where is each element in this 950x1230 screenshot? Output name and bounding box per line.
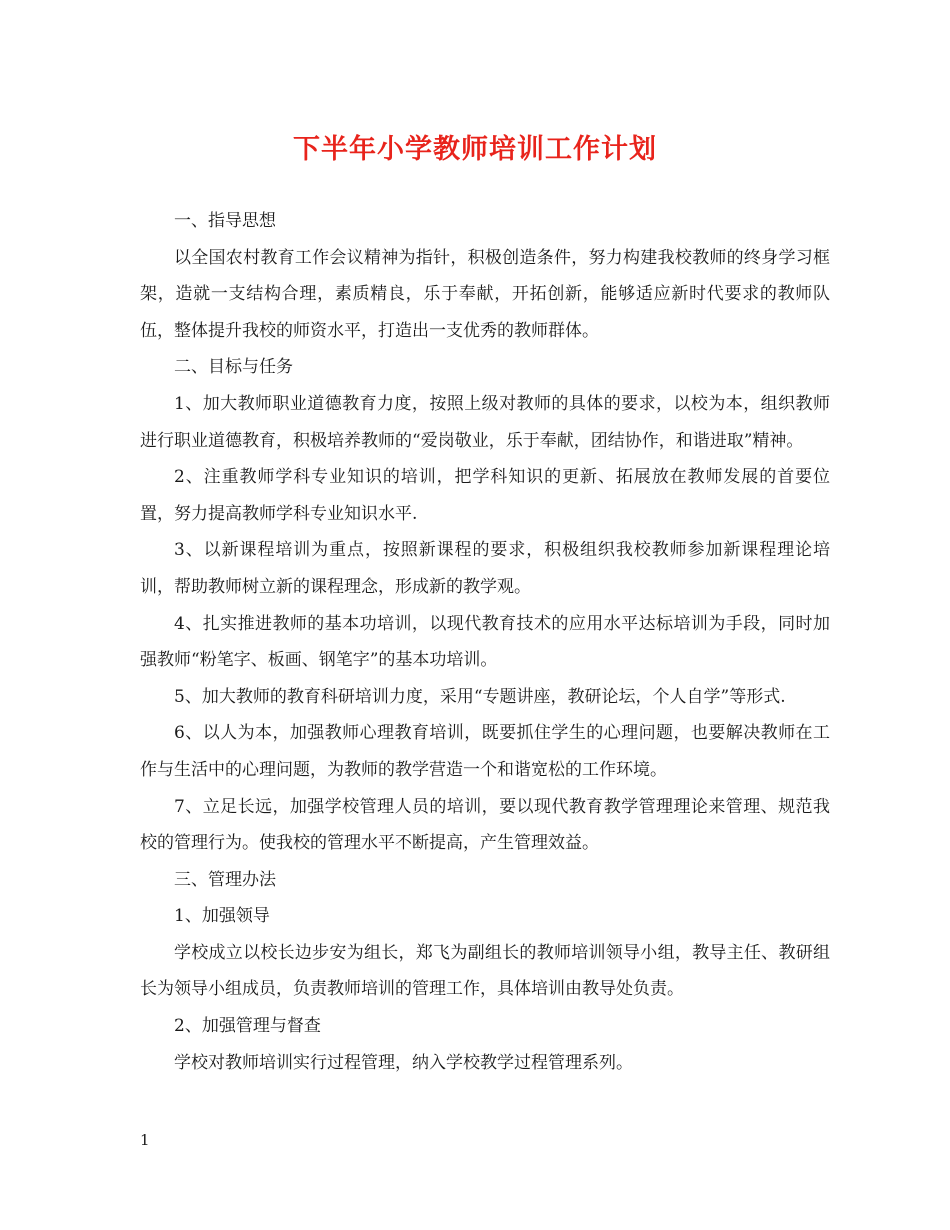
paragraph-goal-7: 7、立足长远，加强学校管理人员的培训，要以现代教育教学管理理论来管理、规范我校的管理行为。使我校的管理水平不断提高，产生管理效益。 (140, 796, 830, 854)
paragraph-goal-5: 5、加大教师的教育科研培训力度，采用“专题讲座，教研论坛，个人自学”等形式. (174, 686, 786, 707)
subheading-leadership: 1、加强领导 (174, 906, 270, 927)
paragraph-supervision: 学校对教师培训实行过程管理，纳入学校教学过程管理系列。 (174, 1052, 633, 1073)
document-title: 下半年小学教师培训工作计划 (293, 134, 657, 165)
section-heading-guiding-ideology: 一、指导思想 (174, 211, 276, 231)
document-body (140, 203, 830, 1081)
paragraph-goal-1: 1、加大教师职业道德教育力度，按照上级对教师的具体的要求，以校为本，组织教师进行职业道德教育，积极培养教师的“爱岗敬业，乐于奉献，团结协作，和谐进取”精神。 (140, 393, 830, 451)
section-heading-management: 三、管理办法 (174, 869, 276, 890)
paragraph-goal-3: 3、以新课程培训为重点，按照新课程的要求，积极组织我校教师参加新课程理论培训，帮助教师树立新的课程理念，形成新的教学观。 (140, 540, 830, 597)
paragraph-leadership: 学校成立以校长边步安为组长，郑飞为副组长的教师培训领导小组，教导主任、教研组长为领导小组成员，负责教师培训的管理工作，具体培训由教导处负责。 (140, 942, 830, 1000)
section-heading-goals-tasks: 二、目标与任务 (174, 357, 293, 378)
subheading-supervision: 2、加强管理与督查 (174, 1016, 321, 1037)
page-number: 1 (140, 1131, 150, 1149)
paragraph-goal-2: 2、注重教师学科专业知识的培训，把学科知识的更新、拓展放在教师发展的首要位置，努力提高教师学科专业知识水平. (140, 467, 830, 524)
paragraph-goal-4: 4、扎实推进教师的基本功培训，以现代教育技术的应用水平达标培训为手段，同时加强教师“粉笔字、板画、钢笔字”的基本功培训。 (140, 613, 830, 671)
paragraph-goal-6: 6、以人为本，加强教师心理教育培训，既要抓住学生的心理问题，也要解决教师在工作与生活中的心理问题，为教师的教学营造一个和谐宽松的工作环境。 (140, 723, 830, 780)
paragraph-guiding-ideology: 以全国农村教育工作会议精神为指针，积极创造条件，努力构建我校教师的终身学习框架，造就一支结构合理，素质精良，乐于奉献，开拓创新，能够适应新时代要求的教师队伍，整体提升我校的师资水平，打造出一支优秀的教师群体。 (140, 247, 830, 341)
